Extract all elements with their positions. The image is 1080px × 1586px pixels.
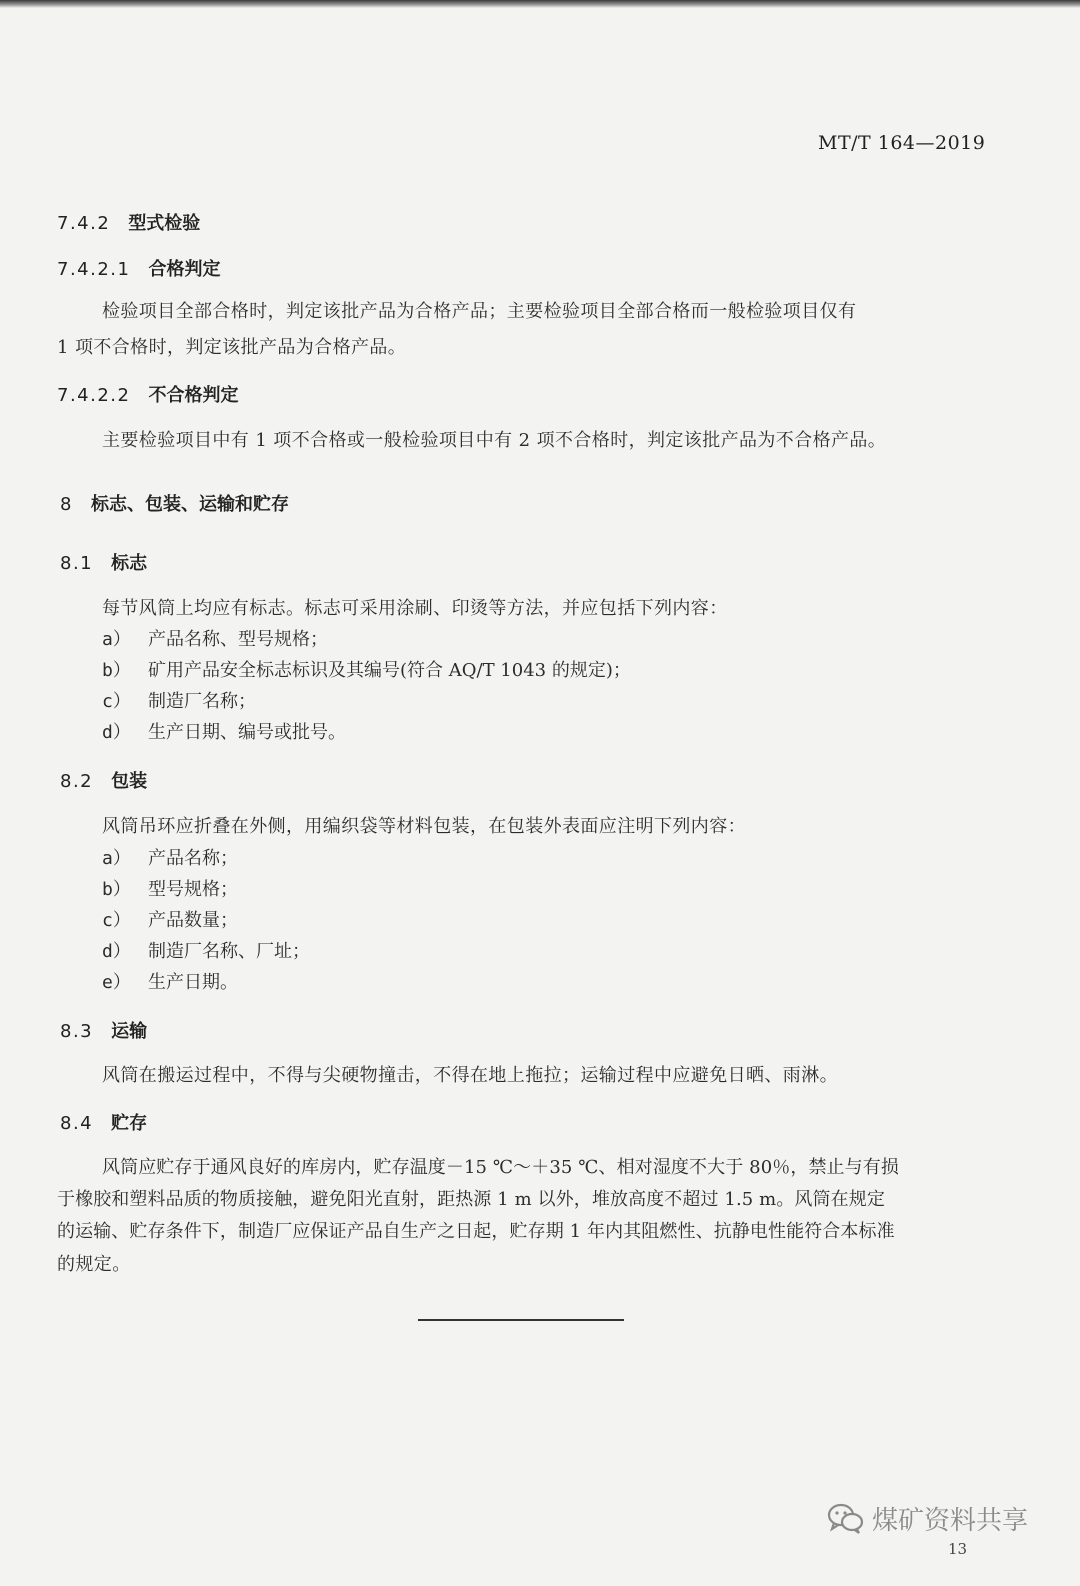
heading-7-4-2-2 bbox=[57, 381, 238, 407]
paragraph-line: 1 项不合格时，判定该批产品为合格产品。 bbox=[57, 337, 407, 358]
list-marker: c） bbox=[102, 691, 131, 712]
list-text: 型号规格； bbox=[148, 879, 238, 900]
heading-title: 型式检验 bbox=[128, 213, 201, 234]
list-text: 产品名称、型号规格； bbox=[148, 629, 328, 650]
list-item bbox=[102, 844, 238, 870]
page-top-edge bbox=[0, 0, 1080, 8]
heading-number: 7.4.2.2 bbox=[57, 385, 131, 406]
list-marker: b） bbox=[102, 660, 131, 681]
heading-title: 合格判定 bbox=[148, 259, 221, 280]
heading-8-3 bbox=[60, 1017, 147, 1043]
list-text: 产品数量； bbox=[148, 910, 238, 931]
list-marker: e） bbox=[102, 972, 131, 993]
list-text: 制造厂名称、厂址； bbox=[148, 941, 310, 962]
list-item bbox=[102, 937, 310, 963]
wechat-icon bbox=[826, 1502, 866, 1536]
list-marker: c） bbox=[102, 910, 131, 931]
paragraph-line: 检验项目全部合格时，判定该批产品为合格产品；主要检验项目全部合格而一般检验项目仅有 bbox=[102, 301, 857, 322]
list-item bbox=[102, 718, 346, 744]
heading-number: 8.3 bbox=[60, 1021, 94, 1042]
heading-number: 8.4 bbox=[60, 1113, 94, 1134]
list-text: 生产日期、编号或批号。 bbox=[148, 722, 346, 743]
heading-title: 标志 bbox=[111, 553, 148, 574]
list-text: 产品名称； bbox=[148, 848, 238, 869]
paragraph-line: 风筒在搬运过程中，不得与尖硬物撞击，不得在地上拖拉；运输过程中应避免日晒、雨淋。 bbox=[102, 1065, 838, 1086]
list-text: 矿用产品安全标志标识及其编号(符合 AQ/T 1043 的规定)； bbox=[148, 660, 631, 681]
paragraph-line: 的规定。 bbox=[57, 1254, 131, 1275]
list-item bbox=[102, 656, 631, 682]
paragraph-line: 主要检验项目中有 1 项不合格或一般检验项目中有 2 项不合格时，判定该批产品为不合格产品。 bbox=[102, 430, 887, 451]
list-marker: d） bbox=[102, 941, 131, 962]
list-item bbox=[102, 687, 256, 713]
heading-number: 7.4.2.1 bbox=[57, 259, 131, 280]
list-marker: a） bbox=[102, 848, 131, 869]
heading-number: 8 bbox=[60, 494, 73, 515]
heading-7-4-2 bbox=[57, 209, 200, 235]
heading-8 bbox=[60, 490, 289, 516]
paragraph-line: 风筒应贮存于通风良好的库房内，贮存温度－15 ℃～＋35 ℃、相对湿度不大于 80％，禁止与有损 bbox=[102, 1157, 899, 1178]
list-marker: a） bbox=[102, 629, 131, 650]
heading-title: 贮存 bbox=[111, 1113, 148, 1134]
heading-number: 7.4.2 bbox=[57, 213, 111, 234]
list-text: 制造厂名称； bbox=[148, 691, 256, 712]
list-marker: b） bbox=[102, 879, 131, 900]
watermark bbox=[826, 1500, 1028, 1537]
heading-8-2 bbox=[60, 767, 147, 793]
heading-title: 不合格判定 bbox=[148, 385, 239, 406]
heading-title: 运输 bbox=[111, 1021, 148, 1042]
heading-8-1 bbox=[60, 549, 147, 575]
heading-title: 标志、包装、运输和贮存 bbox=[90, 494, 289, 515]
heading-8-4 bbox=[60, 1109, 147, 1135]
end-rule bbox=[418, 1319, 624, 1321]
list-item bbox=[102, 625, 328, 651]
standard-code: MT/T 164—2019 bbox=[818, 132, 986, 154]
list-item bbox=[102, 968, 238, 994]
paragraph-line: 风筒吊环应折叠在外侧，用编织袋等材料包装，在包装外表面应注明下列内容： bbox=[102, 816, 746, 837]
paragraph-line: 每节风筒上均应有标志。标志可采用涂刷、印烫等方法，并应包括下列内容： bbox=[102, 598, 728, 619]
paragraph-line: 的运输、贮存条件下，制造厂应保证产品自生产之日起，贮存期 1 年内其阻燃性、抗静电性能符合本标准 bbox=[57, 1221, 895, 1242]
list-item bbox=[102, 875, 238, 901]
list-marker: d） bbox=[102, 722, 131, 743]
watermark-text: 煤矿资料共享 bbox=[872, 1506, 1029, 1536]
list-text: 生产日期。 bbox=[148, 972, 238, 993]
heading-number: 8.2 bbox=[60, 771, 94, 792]
heading-7-4-2-1 bbox=[57, 255, 220, 281]
heading-number: 8.1 bbox=[60, 553, 94, 574]
paragraph-line: 于橡胶和塑料品质的物质接触，避免阳光直射，距热源 1 m 以外，堆放高度不超过 1.5 m。风筒在规定 bbox=[57, 1189, 885, 1210]
heading-title: 包装 bbox=[111, 771, 148, 792]
list-item bbox=[102, 906, 238, 932]
page-number: 13 bbox=[948, 1540, 968, 1558]
